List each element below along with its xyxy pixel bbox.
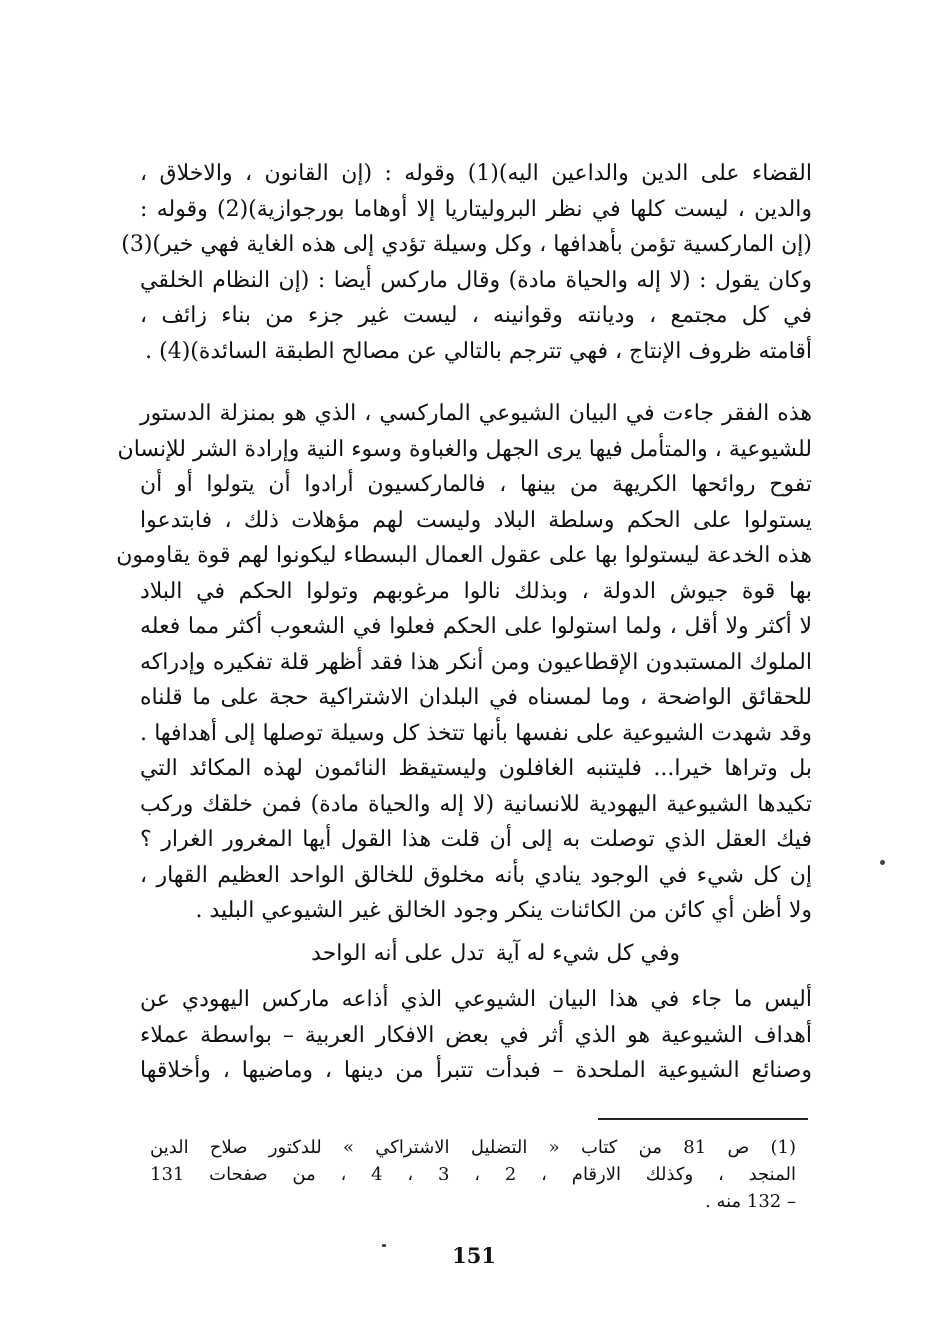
- paragraph-2: [116, 396, 813, 929]
- page-number: 151: [452, 1243, 496, 1268]
- footnote-line: المنجد ، وكذلك الارقام ، 2 ، 3 ، 4 ، من صفحات 131: [150, 1164, 796, 1185]
- paragraph-1: [121, 156, 812, 369]
- footnote-line: (1) ص 81 من كتاب « التضليل الاشتراكي » للدكتور صلاح الدين: [150, 1137, 796, 1158]
- text-line: للحقائق الواضحة ، وما لمسناه في البلدان الاشتراكية حجة على ما قلناه: [140, 685, 812, 710]
- text-line: الملوك المستبدون الإقطاعيون ومن أنكر هذا فقد أظهر قلة تفكيره وإدراكه: [140, 649, 812, 675]
- text-line: أهداف الشيوعية هو الذي أثر في بعض الافكار العربية – بواسطة عملاء: [140, 1022, 812, 1048]
- footnote: [150, 1134, 796, 1215]
- text-line: فيك العقل الذي توصلت به إلى أن قلت هذا القول أيها المغرور الغرار ؟: [140, 827, 812, 852]
- text-line: تكيدها الشيوعية اليهودية للانسانية (لا إله والحياة مادة) فمن خلقك وركب: [140, 791, 812, 817]
- text-line: ولا أظن أي كائن من الكائنات ينكر وجود الخالق غير الشيوعي البليد .: [195, 898, 812, 923]
- text-line: وكان يقول : (لا إله والحياة مادة) وقال ماركس أيضا : (إن النظام الخلقي: [140, 267, 812, 293]
- footnote-line: – 132 منه .: [705, 1191, 796, 1212]
- footnote-divider: [598, 1118, 808, 1120]
- verse-second-hemistich: تدل على أنه الواحد: [311, 941, 484, 966]
- text-line: وصنائع الشيوعية الملحدة – فبدأت تتبرأ من دينها ، وماضيها ، وأخلاقها: [140, 1058, 812, 1083]
- text-line: هذه الفقر جاءت في البيان الشيوعي الماركسي ، الذي هو بمنزلة الدستور: [140, 401, 812, 426]
- text-line: وقد شهدت الشيوعية على نفسها بأنها تتخذ كل وسيلة توصلها إلى أهدافها .: [140, 720, 812, 746]
- scan-speck: [382, 1244, 386, 1247]
- text-line: إن كل شيء في الوجود ينادي بأنه مخلوق للخالق الواحد العظيم القهار ،: [140, 862, 812, 888]
- text-line: يستولوا على الحكم وسلطة البلاد وليست لهم مؤهلات ذلك ، فابتدعوا: [140, 507, 812, 533]
- text-line: أليس ما جاء في هذا البيان الشيوعي الذي أذاعه ماركس اليهودي عن: [140, 987, 812, 1012]
- text-line: بها قوة جيوش الدولة ، وبذلك نالوا مرغوبهم وتولوا الحكم في البلاد: [140, 578, 812, 604]
- text-line: (إن الماركسية تؤمن بأهدافها ، وكل وسيلة تؤدي إلى هذه الغاية فهي خير)(3): [121, 232, 812, 257]
- text-line: لا أكثر ولا أقل ، ولما استولوا على الحكم فعلوا في الشعوب أكثر مما فعله: [140, 614, 813, 639]
- text-line: هذه الخدعة ليستولوا بها على عقول العمال البسطاء ليكونوا لهم قوة يقاومون: [116, 543, 812, 568]
- verse-first-hemistich: وفي كل شيء له آية: [495, 941, 680, 966]
- text-line: تفوح روائحها الكريهة من بينها ، فالماركسيون أرادوا أن يتولوا أو أن: [140, 472, 812, 497]
- text-line: القضاء على الدين والداعين اليه)(1) وقوله : (إن القانون ، والاخلاق ،: [140, 161, 812, 186]
- text-line: للشيوعية ، والمتأمل فيها يرى الجهل والغباوة وسوء النية وإرادة الشر للإنسان: [117, 436, 812, 462]
- text-line: أقامته ظروف الإنتاج ، فهي تترجم بالتالي عن مصالح الطبقة السائدة)(4) .: [145, 338, 812, 364]
- paragraph-3: [140, 982, 812, 1089]
- text-line: بل وتراها خيرا... فليتنبه الغافلون وليستيقظ النائمون لهذه المكائد التي: [140, 756, 812, 781]
- text-line: في كل مجتمع ، وديانته وقوانينه ، ليست غير جزء من بناء زائف ،: [140, 303, 812, 328]
- scan-speck: [880, 860, 885, 865]
- text-line: والدين ، ليست كلها في نظر البروليتاريا إلا أوهاما بورجوازية)(2) وقوله :: [140, 196, 812, 222]
